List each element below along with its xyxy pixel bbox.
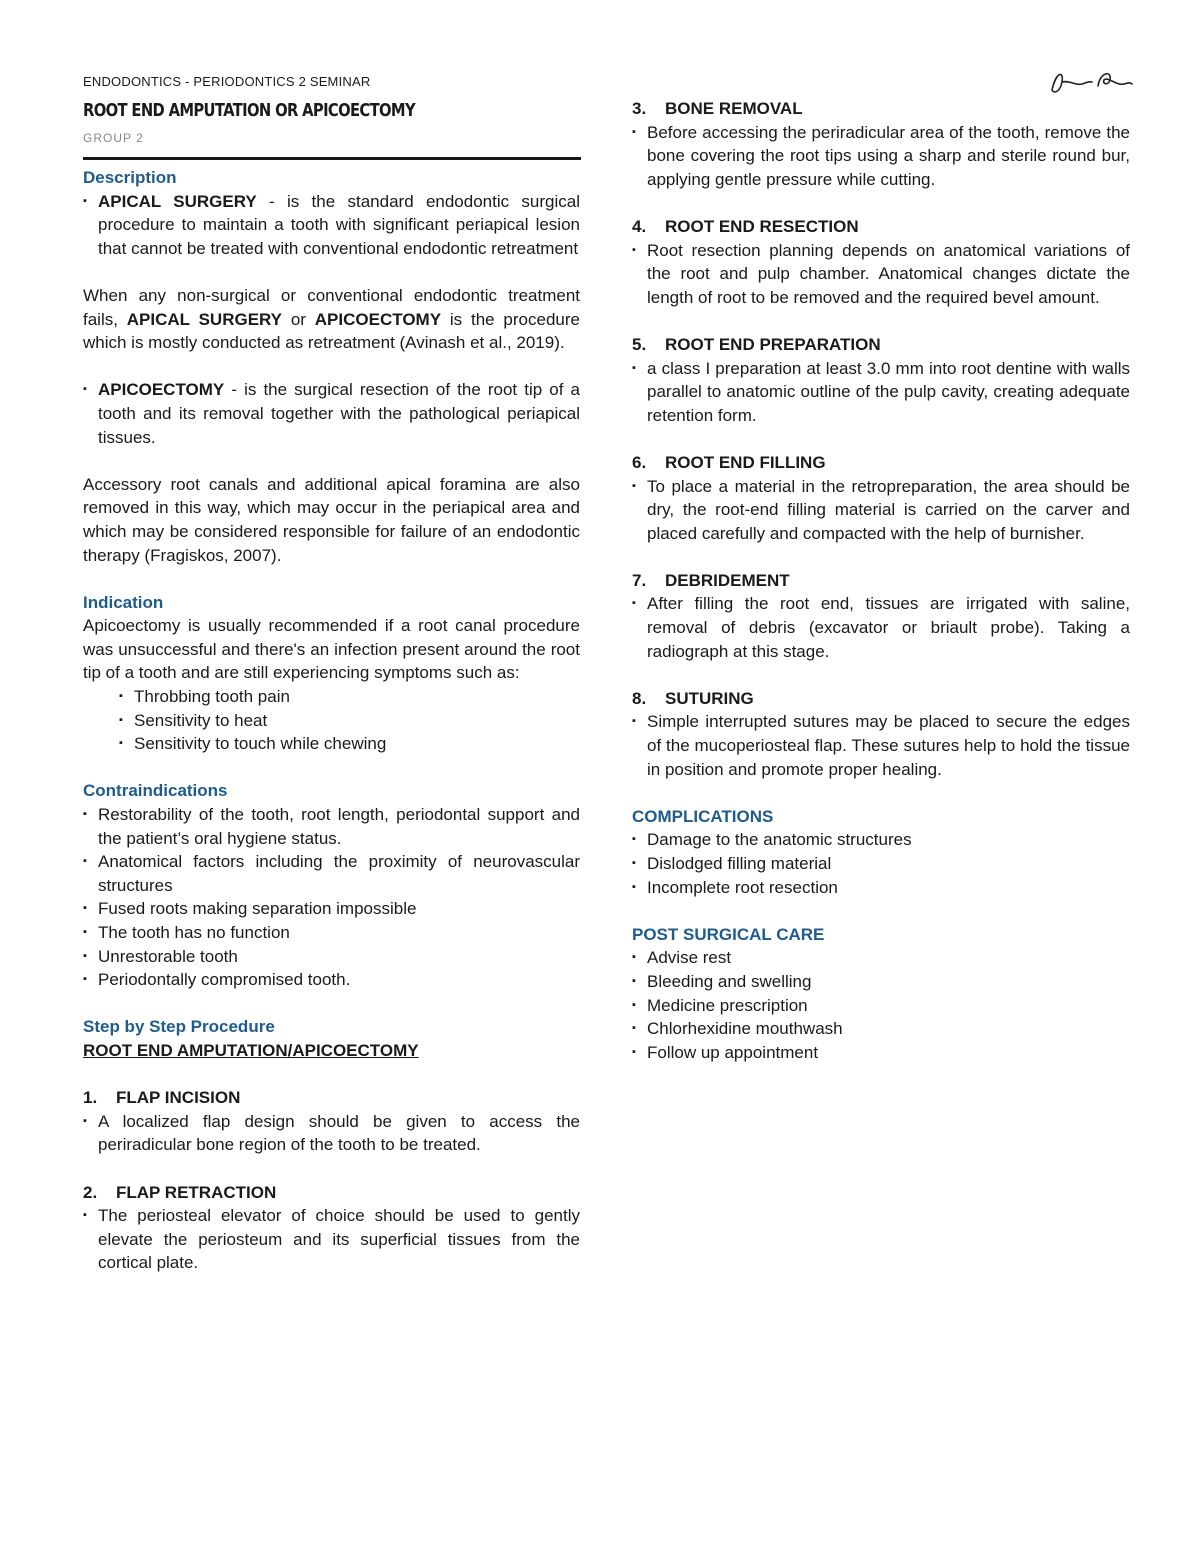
contraindication-item: ▪ Unrestorable tooth [83, 945, 580, 969]
para1-text-a: When any non-surgical or conventional endodontic treatment fails, [83, 285, 580, 329]
step-name: BONE REMOVAL [665, 99, 803, 118]
step-title [632, 215, 1130, 239]
para1-term-apical: APICAL SURGERY [126, 309, 283, 329]
step-number: 5. [632, 334, 647, 354]
step-title [83, 1181, 580, 1205]
step-text: ▪ The periosteal elevator of choice should be used to gently elevate the periosteum and its superficial tissues from the cortical plate. [83, 1204, 580, 1275]
step-body [83, 1204, 580, 1275]
post-care-heading: POST SURGICAL CARE [632, 924, 825, 944]
title-divider [83, 157, 581, 160]
step-number: 4. [632, 216, 647, 236]
contraindication-item: ▪ Restorability of the tooth, root length, periodontal support and the patient’s oral hygiene status. [83, 803, 580, 850]
symptom-item: ▪ Throbbing tooth pain [119, 685, 580, 709]
complication-item: ▪ Damage to the anatomic structures [632, 828, 1130, 852]
complications-list [632, 828, 1130, 899]
step-number: 6. [632, 452, 647, 472]
indication-text: Apicoectomy is usually recommended if a root canal procedure was unsuccessful and there's an infection present around the root tip of a tooth and are still experiencing symptoms such as: [83, 616, 580, 683]
step-body [632, 710, 1130, 781]
group-label: GROUP 2 [83, 131, 144, 145]
step-title [83, 1086, 580, 1110]
contraindications-heading: Contraindications [83, 781, 228, 801]
apical-surgery-definition [83, 190, 580, 261]
apical-surgery-text: - is the standard endodontic surgical procedure to maintain a tooth with significant periapical lesion that cannot be treated with conventional endodontic retreatment [98, 191, 581, 258]
course-name: ENDODONTICS - PERIODONTICS 2 SEMINAR [83, 74, 371, 89]
step-text: ▪ A localized flap design should be given to access the periradicular bone region of the tooth to be treated. [83, 1110, 580, 1157]
step-number: 3. [632, 99, 647, 118]
step-name: DEBRIDEMENT [665, 570, 790, 590]
step-number: 2. [83, 1182, 98, 1202]
document-title: ROOT END AMPUTATION OR APICOECTOMY [83, 100, 415, 121]
post-care-item: ▪ Follow up appointment [632, 1041, 1130, 1065]
step-body [632, 357, 1130, 428]
step-body [632, 239, 1130, 310]
contraindications-list [83, 803, 580, 992]
step-number: 1. [83, 1088, 98, 1108]
right-column [632, 97, 1130, 1064]
contraindication-item: ▪ Fused roots making separation impossible [83, 897, 580, 921]
handwritten-signature [1046, 64, 1136, 100]
step-name: ROOT END PREPARATION [665, 334, 881, 354]
step-body [632, 592, 1130, 663]
description-list [83, 190, 580, 261]
apicoectomy-definition [83, 378, 580, 449]
post-care-list [632, 946, 1130, 1064]
indication-symptom-list [83, 685, 580, 756]
step-title [632, 451, 1130, 475]
para1-or: or [282, 309, 315, 329]
step-number: 8. [632, 688, 647, 708]
complication-item: ▪ Incomplete root resection [632, 876, 1130, 900]
complication-item: ▪ Dislodged filling material [632, 852, 1130, 876]
step-name: ROOT END RESECTION [665, 216, 859, 236]
procedure-heading: Step by Step Procedure [83, 1017, 275, 1037]
step-text: ▪ Before accessing the periradicular area of the tooth, remove the bone covering the root tips using a sharp and sterile round bur, applying gentle pressure while cutting. [632, 121, 1130, 192]
description-paragraph-2: Accessory root canals and additional apical foramina are also removed in this way, which may occur in the periapical area and which may be considered responsible for failure of an endodontic therapy (Fragiskos, 2007). [83, 474, 580, 565]
step-text: ▪ Root resection planning depends on anatomical variations of the root and pulp chamber. Anatomical changes dictate the length of root to be removed and the required bevel amount. [632, 239, 1130, 310]
left-column [83, 166, 580, 1275]
apicoectomy-term: APICOECTOMY [98, 380, 225, 400]
step-name: FLAP INCISION [116, 1088, 241, 1108]
step-text: ▪ Simple interrupted sutures may be placed to secure the edges of the mucoperiosteal flap. These sutures help to hold the tissue in position and promote proper healing. [632, 710, 1130, 781]
step-body [632, 475, 1130, 546]
para1-text-b: is the procedure which is mostly conducted as retreatment (Avinash et al., 2019). [83, 309, 580, 353]
para1-term-apicoectomy: APICOECTOMY [314, 309, 442, 329]
step-title [632, 333, 1130, 357]
procedure-subheading: ROOT END AMPUTATION/APICOECTOMY [83, 1040, 419, 1060]
indication-heading: Indication [83, 592, 164, 612]
step-name: FLAP RETRACTION [116, 1182, 277, 1202]
description-paragraph-1 [83, 284, 580, 355]
step-name: SUTURING [665, 688, 754, 708]
complications-heading: COMPLICATIONS [632, 806, 774, 826]
contraindication-item: ▪ The tooth has no function [83, 921, 580, 945]
post-care-item: ▪ Bleeding and swelling [632, 970, 1130, 994]
step-body [632, 121, 1130, 192]
symptom-item: ▪ Sensitivity to heat [119, 709, 580, 733]
step-text: ▪ a class I preparation at least 3.0 mm into root dentine with walls parallel to anatomic outline of the pulp cavity, creating adequate retention form. [632, 357, 1130, 428]
step-text: ▪ After filling the root end, tissues are irrigated with saline, removal of debris (excavator or briault probe). Taking a radiograph at this stage. [632, 592, 1130, 663]
step-text: ▪ To place a material in the retropreparation, the area should be dry, the root-end filling material is carried on the carver and placed carefully and compacted with the help of burnisher. [632, 475, 1130, 546]
step-title [632, 687, 1130, 711]
post-care-item: ▪ Medicine prescription [632, 994, 1130, 1018]
contraindication-item: ▪ Periodontally compromised tooth. [83, 968, 580, 992]
description-heading: Description [83, 168, 177, 187]
contraindication-item: ▪ Anatomical factors including the proximity of neurovascular structures [83, 850, 580, 897]
step-number: 7. [632, 570, 647, 590]
post-care-item: ▪ Chlorhexidine mouthwash [632, 1017, 1130, 1041]
apical-surgery-term: APICAL SURGERY [98, 191, 257, 211]
apicoectomy-text: - is the surgical resection of the root tip of a tooth and its removal together with the pathological periapical tissues. [98, 380, 580, 447]
step-title [632, 97, 1130, 121]
step-body [83, 1110, 580, 1157]
symptom-item: ▪ Sensitivity to touch while chewing [119, 732, 580, 756]
step-name: ROOT END FILLING [665, 452, 826, 472]
step-title [632, 569, 1130, 593]
post-care-item: ▪ Advise rest [632, 946, 1130, 970]
apicoectomy-list [83, 378, 580, 449]
